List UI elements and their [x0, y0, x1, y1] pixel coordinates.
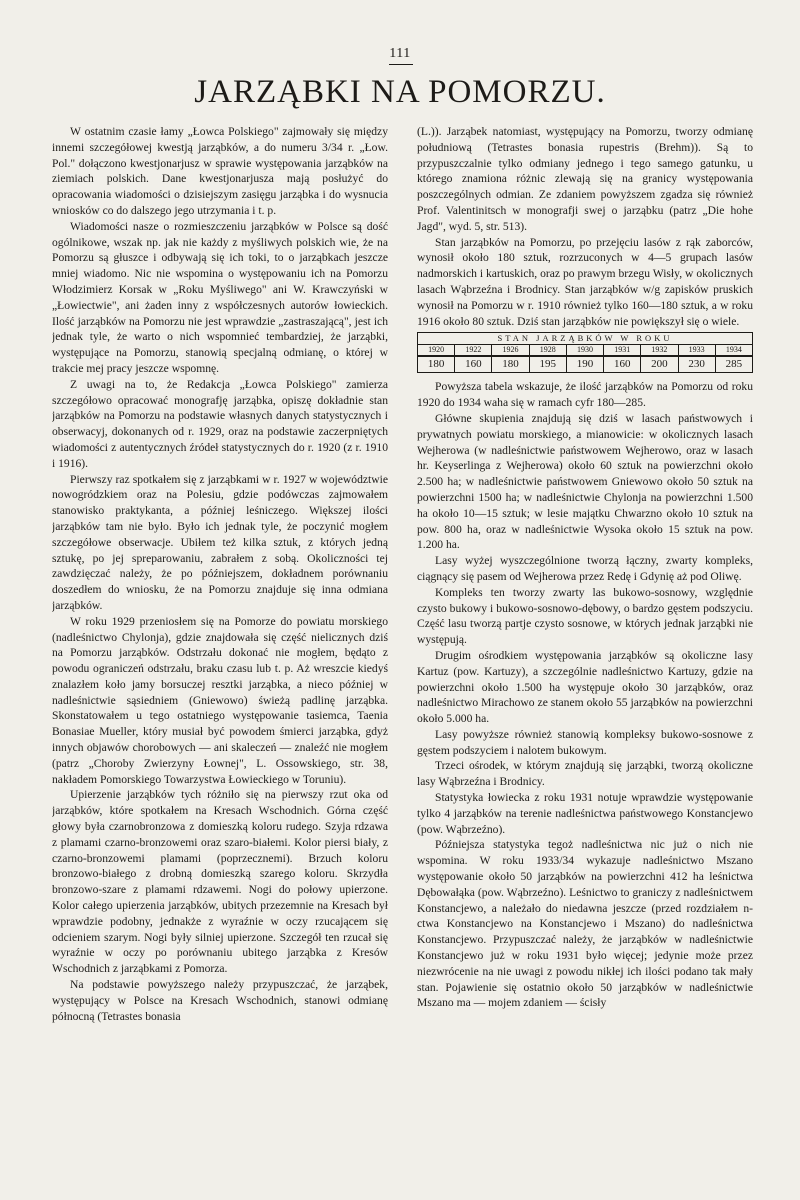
population-table	[417, 332, 753, 373]
table-value: 160	[604, 357, 641, 372]
table-year: 1926	[492, 345, 529, 355]
table-year: 1933	[679, 345, 716, 355]
table-header: STAN JARZĄBKÓW W ROKU	[418, 333, 752, 345]
paragraph: Pierwszy raz spotkałem się z jarząbkami w r. 1927 w województwie nowogródzkiem oraz na Polesiu, gdzie podówczas zajmowałem stanowisko praktykanta, a później leśniczego. Większej ilości jarząbków tam nie było. Było ich jednak tyle, że poczynić mogłem szczegółowe obserwacje. Ubiłem też kilka sztuk, z których jedną sztukę, po jej spreparowaniu, zabrałem z sobą. Okoliczności tej zawdzięczać należy, że po późniejszem, dokładnem porównaniu doszedłem do wniosku, że na Pomorzu znajduje się inna odmiana jarząbków.	[52, 472, 388, 612]
paragraph: Lasy wyżej wyszczególnione tworzą łączny, zwarty kompleks, ciągnący się pasem od Wejherowa przez Redę i Gdynię aż pod Oliwę.	[417, 554, 753, 583]
table-year: 1930	[567, 345, 604, 355]
paragraph: Trzeci ośrodek, w którym znajdują się jarząbki, tworzą okoliczne lasy Wąbrzeźna i Brodnicy.	[417, 759, 753, 789]
paragraph: Główne skupienia znajdują się dziś w lasach państwowych i prywatnych powiatu morskiego, a mianowicie: w okolicznych lasach Wejherowa (w nadleśnictwie państwowem Wejherowo, oraz w lasach hr. Keyserlinga z Wejherowa) około 60 sztuk na powierzchni około 2.500 ha; w nadleśnictwie państwowem Gniewowo około 50 sztuk na powierzchni 1500 ha; w nadleśnictwie Chylonja na powierzchni 1.500 ha około 10—15 sztuk; w lesie majątku Chwarzno około 10 sztuk na pow. 800 ha, oraz w nadleśnictwie Wysoka około 15 sztuk na pow. 1.200 ha.	[417, 411, 753, 552]
paragraph: Na podstawie powyższego należy przypuszczać, że jarząbek, występujący w Polsce na Kresach Wschodnich, stanowi odmianę północną (Tetrastes bonasia	[52, 978, 388, 1023]
page-number-rule	[389, 64, 413, 65]
paragraph: Stan jarząbków na Pomorzu, po przejęciu lasów z rąk zaborców, wynosił około 180 sztuk, rozrzuconych w 4—5 grupach lasów nadmorskich i kartuskich, oraz po prawym brzegu Wisły, w okolicznych lasach Wąbrzeźna i Brodnicy. Stan jarząbków w/g zapisków pruskich wynosił na Pomorzu w r. 1910 również tylko 160—180 sztuk, a w roku 1916 około 80 sztuk. Dziś stan jarząbków nie powiększył się o wiele.	[417, 235, 753, 328]
paragraph: Wiadomości nasze o rozmieszczeniu jarząbków w Polsce są dość ogólnikowe, wszak np. jak nie każdy z myśliwych polskich wie, że na Pomorzu są głuszce i odbywają się ich toki, to o jarząbkach jeszcze mniej wiadomo. Nic nie wspomina o występowaniu ich na Pomorzu Włodzimierz Korsak w „Roku Myśliwego" ani W. Krawczyński w „Łowiectwie", ani żaden inny z współczesnych autorów łowieckich. Ilość jarząbków na Pomorzu nie jest wprawdzie „zastraszającą", jest ich jednak tyle, że warto o nich wspomnieć tembardziej, że jarząbki, występujące na Pomorzu, stanowią specjalną odmianę, o której w trakcie mej pracy jeszcze wspomnę.	[52, 219, 388, 375]
table-value: 180	[492, 357, 529, 372]
right-column	[417, 124, 753, 1180]
table-year: 1934	[725, 345, 742, 355]
paragraph: Z uwagi na to, że Redakcja „Łowca Polskiego" zamierza szczegółowo opracować monografję jarząbka, opiszę dokładnie stan jarząbków na Pomorzu na podstawie własnych danych statystycznych i obserwacyj, dokonanych od r. 1929, oraz na podstawie zaczerpniętych wiadomości z autentycznych źródeł statystycznych do r. 1920 (z r. 1910 i 1916).	[52, 377, 388, 470]
paragraph: W ostatnim czasie łamy „Łowca Polskiego" zajmowały się między innemi szczegółowej kwestją jarząbków, a do numeru 3/34 r. „Łow. Pol." dołączono kwestjonarjusz w sprawie występowania jarząbków na ziemiach polskich. Dane kwestjonarjusza mają posłużyć do opracowania wiadomości o dzisiejszym zasięgu jarząbka i do wysnucia wniosków co do dalszego jego utrzymania i t. p.	[52, 125, 388, 217]
table-years-row	[418, 345, 752, 357]
table-year: 1928	[530, 345, 567, 355]
table-value: 160	[455, 357, 492, 372]
paragraph: Późniejsza statystyka tegoż nadleśnictwa nic już o nich nie wspomina. W roku 1933/34 wykazuje nadleśnictwo Mszano występowanie około 50 jarząbków na powierzchni 412 ha leśnictwa Dębowałąka (pow. Wąbrzeźno). Leśnictwo to graniczy z nadleśnictwem Konstancjewo, a należało do niedawna jeszcze (przed rozdziałem n-ctwa Konstancjewo na Konstancjewo i Mszano) do nadleśnictwa Konstancjewo. Przypuszczać należy, że jarząbków w nadleśnictwie Konstancjewo już w roku 1931 było więcej; jedynie może przez niezwrócenie na nie uwagi z powodu nikłej ich ilości podano tak mały stan. Pojawienie się ostatnio około 50 jarząbków w nadleśnictwie Mszano ma — mojem zdaniem — ścisły	[417, 838, 753, 1010]
paragraph: Upierzenie jarząbków tych różniło się na pierwszy rzut oka od jarząbków, które spotkałem na Kresach Wschodnich. Górna część głowy była czarnobronzowa z domieszką koloru rudego. Szyja rdzawa z plamami czarno-bronzowemi oraz szaro-białemi. Kolor piersi biały, z czarno-bronzowemi plamami (poprzecznemi). Brzuch koloru bronzowo-białego z drobną domieszką szarego koloru. Skrzydła bronzowo-szare z plamami rdzawemi. Nogi do połowy upierzone. Kolor całego upierzenia jarząbków, ubitych przezemnie na Kresach był wprawdzie podobny, jednakże z wyraźnie w oczy rzucającem się odcieniem szarym. Nogi były silniej upierzone. Szczegół ten rzucał się wyraźnie w oczy po porównaniu ubitego jarząbka z Kresów Wschodnich z jarząbkami z Pomorza.	[52, 788, 388, 976]
paragraph: Drugim ośrodkiem występowania jarząbków są okoliczne lasy Kartuz (pow. Kartuzy), a szczególnie nadleśnictwo Kartuzy, gdzie na powierzchni około 1.500 ha występuje około 30 jarząbków, oraz nadleśnictwo Mirachowo ze stanem około 55 jarząbków na powierzchni około 5.000 ha.	[417, 648, 753, 726]
paragraph: (L.)). Jarząbek natomiast, występujący na Pomorzu, tworzy odmianę południową (Tetrastes bonasia rupestris (Brehm)). Są to przypuszczalnie tylko odmiany jednego i tego samego gatunku, u którego znamiona różnic zlewają się na granicy występowania poszczególnych odmian. Ze zdaniem powyższem zgadza się również Prof. Valentinitsch w monografji swej o jarząbku (patrz „Die hohe Jagd", wyd. 5, str. 513).	[417, 125, 753, 233]
paragraph: Kompleks ten tworzy zwarty las bukowo-sosnowy, względnie czysto bukowy i bukowo-sosnowo-dębowy, o bardzo gęstem podszyciu. Część lasu tworzą partje czysto sosnowe, w których jednak jarząbki nie występują.	[417, 585, 753, 647]
table-value: 195	[530, 357, 567, 372]
table-value: 230	[679, 357, 716, 372]
table-value: 190	[567, 357, 604, 372]
table-values-row	[418, 357, 752, 372]
page-number: 111	[389, 46, 411, 61]
table-year: 1920	[418, 345, 455, 355]
table-year: 1931	[604, 345, 641, 355]
paragraph: Statystyka łowiecka z roku 1931 notuje wprawdzie występowanie tylko 4 jarząbków na terenie nadleśnictwa państwowego Konstancjewo (pow. Wąbrzeźno).	[417, 791, 753, 836]
table-year: 1922	[455, 345, 492, 355]
paragraph: Powyższa tabela wskazuje, że ilość jarząbków na Pomorzu od roku 1920 do 1934 waha się w ramach cyfr 180—285.	[417, 380, 753, 410]
table-value: 200	[641, 357, 678, 372]
paragraph: W roku 1929 przeniosłem się na Pomorze do powiatu morskiego (nadleśnictwo Chylonja), gdzie znajdowała się część nielicznych dziś na Pomorzu jarząbków. Odstrzału dokonać nie mogłem, będąto z powodu ograniczeń odstrzału, braku czasu lub t. p. Aż wreszcie kiedyś znalazłem koło jamy borsuczej resztki jarząbka, a nieco później w nadleśnictwie sąsiedniem (Gniewowo) świeżą padlinę jarząbka. Skonstatowałem u tego ostatniego występowanie tasiemca, Taenia Bonasiae Mueller, który musiał być powodem śmierci jarząbka, gdyż innych objawów chorobowych — ani skaleczeń — znaleźć nie mogłem (patrz „Choroby Zwierzyny Łownej", L. Ossowskiego, str. 38, nakładem Pomorskiego Towarzystwa Łowieckiego w Toruniu).	[52, 614, 388, 786]
table-year: 1932	[641, 345, 678, 355]
left-column	[52, 124, 388, 1180]
table-value: 180	[418, 357, 455, 372]
article-title: JARZĄBKI NA POMORZU.	[194, 74, 606, 110]
table-value: 285	[725, 358, 743, 371]
paragraph: Lasy powyższe również stanowią kompleksy bukowo-sosnowe z gęstem podszyciem i nalotem bukowym.	[417, 727, 753, 757]
